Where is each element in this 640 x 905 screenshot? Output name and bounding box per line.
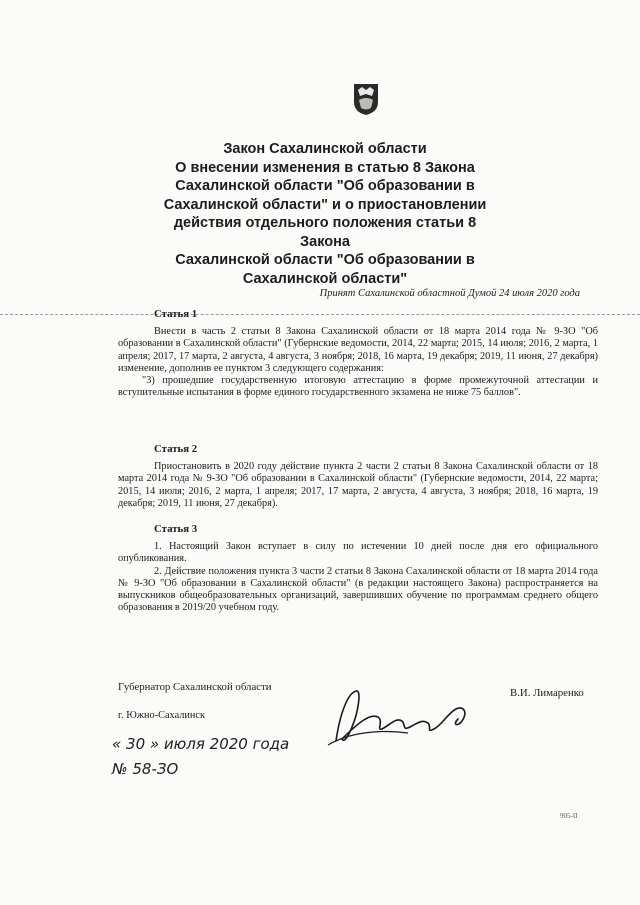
coat-of-arms-emblem <box>352 82 380 116</box>
article-paragraph: Приостановить в 2020 году действие пункта 2 части 2 статьи 8 Закона Сахалинской области от 18 марта 2014 года № 9-ЗО "Об образовании в Сахалинской области" (Губернские ведомости, 2014, 22 марта; 2015, 14 июля; 2016, 2 марта, 1 апреля; 2017, 17 марта, 2 августа, 4 августа, 3 ноября; 2018, 16 марта, 19 декабря; 2019, 11 июня, 27 декабря). <box>118 461 598 509</box>
adoption-note: Принят Сахалинской областной Думой 24 июля 2020 года <box>319 288 580 299</box>
law-title <box>150 140 500 288</box>
footer-code: 905-II <box>560 812 578 820</box>
title-line: действия отдельного положения статьи 8 Закона <box>173 215 477 250</box>
article-heading: Статья 3 <box>154 523 198 535</box>
governor-name: В.И. Лимаренко <box>510 687 584 699</box>
title-line: Сахалинской области" и о приостановлении <box>163 196 487 213</box>
title-line: Сахалинской области "Об образовании в <box>175 178 475 194</box>
article-paragraph: 2. Действие положения пункта 3 части 2 статьи 8 Закона Сахалинской области от 18 марта 2014 года № 9-ЗО "Об образовании в Сахалинской области" (в редакции настоящего Закона) распространяется на выпускников общеобразовательных организаций, завершивших обучение по программам среднего общего образования в 2019/20 учебном году. <box>118 565 598 614</box>
article-heading: Статья 1 <box>154 308 198 320</box>
article-2 <box>118 443 598 510</box>
governor-title: Губернатор Сахалинской области <box>118 681 272 693</box>
article-heading: Статья 2 <box>154 443 198 455</box>
article-paragraph: Внести в часть 2 статьи 8 Закона Сахалинской области от 18 марта 2014 года № 9-ЗО "Об образовании в Сахалинской области" (Губернские ведомости, 2014, 22 марта; 2015, 14 июля; 2016, 2 марта, 1 апреля; 2017, 17 марта, 2 августа, 4 августа, 3 ноября; 2018, 16 марта, 19 декабря; 2019, 11 июня, 27 декабря) изменение, дополнив ее пунктом 3 следующего содержания: <box>118 326 598 374</box>
title-line: Сахалинской области "Об образовании в <box>175 252 475 268</box>
article-1 <box>118 308 598 399</box>
article-paragraph: "3) прошедшие государственную итоговую аттестацию в форме промежуточной аттестации и вступительные испытания в форме единого государственного экзамена не ниже 75 баллов". <box>118 375 598 399</box>
article-3 <box>118 523 598 614</box>
handwritten-date: « 30 » июля 2020 года <box>112 735 290 753</box>
title-line: Закон Сахалинской области <box>223 141 427 157</box>
article-paragraph: 1. Настоящий Закон вступает в силу по истечении 10 дней после дня его официального опубликования. <box>118 541 598 565</box>
title-line: Сахалинской области" <box>242 270 408 287</box>
handwritten-law-number: № 58-ЗО <box>112 760 179 778</box>
handwritten-signature <box>318 683 488 753</box>
title-line: О внесении изменения в статью 8 Закона <box>175 159 475 176</box>
city-line: г. Южно-Сахалинск <box>118 710 205 721</box>
